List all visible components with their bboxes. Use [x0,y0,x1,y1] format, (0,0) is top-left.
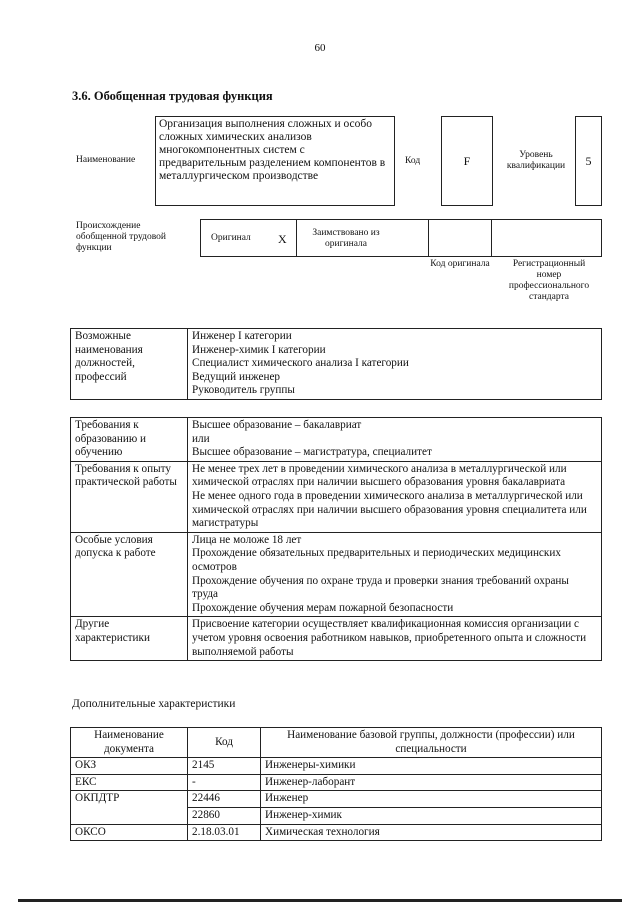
table-row [71,824,602,841]
origin-divider-2 [428,220,429,256]
list-item: Прохождение обучения мерам пожарной безопасности [192,601,454,614]
education-content [188,418,602,462]
cell-doc: ЕКС [71,774,188,791]
cell-code: - [188,774,261,791]
table-row [71,758,602,775]
list-item: Ведущий инженер [192,370,281,383]
admission-label: Особые условия допуска к работе [71,532,188,617]
cell-code: 22446 [188,791,261,808]
admission-content [188,532,602,617]
cell-name: Инженеры-химики [261,758,602,775]
borrowed-label: Заимствовано из оригинала [312,228,380,249]
list-item: Лица не моложе 18 лет [192,533,302,546]
origin-table [200,219,602,257]
list-item: Руководитель группы [192,384,295,397]
cell-doc: ОКСО [71,824,188,841]
table-row [71,617,602,661]
positions-table [70,328,602,400]
education-label: Требования к образованию и обучению [71,418,188,462]
other-label: Другие характеристики [71,617,188,661]
original-mark: X [278,232,287,246]
origin-divider-1 [296,220,297,256]
list-item: Присвоение категории осуществляет квалификационная комиссия организации с учетом уровня освоения работником навыков, приобретенного опыта и сложности выполняемой работы [192,618,587,658]
code-value: F [441,116,493,206]
positions-label: Возможные наименования должностей, профессий [71,329,188,400]
original-label: Оригинал [211,233,251,243]
function-name-text: Организация выполнения сложных и особо сложных химических анализов многокомпонентных систем с предварительным разделением компонентов в металлургическом производстве [159,118,386,182]
list-item: Инженер-химик I категории [192,343,326,356]
scan-edge-line [18,899,622,902]
cell-code: 22860 [188,807,261,824]
other-content [188,617,602,661]
experience-label: Требования к опыту практической работы [71,461,188,532]
cell-code: 2145 [188,758,261,775]
reg-number-caption: Регистрационный номер профессионального стандарта [508,259,590,302]
function-name-box [155,116,395,206]
list-item: Прохождение обязательных предварительных и периодических медицинских осмотров [192,547,561,573]
header-doc: Наименование документа [71,728,188,758]
header-code: Код [188,728,261,758]
list-item: Высшее образование – бакалавриат [192,419,362,431]
cell-name: Химическая технология [261,824,602,841]
requirements-table [70,417,602,661]
list-item: Не менее одного года в проведении химического анализа в металлургической или химической отраслях при наличии высшего образования уровня специалитета или магистратуры [192,489,587,530]
positions-list [188,329,602,400]
cell-code: 2.18.03.01 [188,824,261,841]
name-label: Наименование [76,155,136,165]
header-name: Наименование базовой группы, должности (профессии) или специальности [261,728,602,758]
section-title: 3.6. Обобщенная трудовая функция [72,89,273,103]
additional-title: Дополнительные характеристики [72,698,236,710]
cell-doc: ОКПДТР [71,791,188,824]
list-item: Высшее образование – магистратура, специалитет [192,446,432,459]
additional-table [70,727,602,841]
page-number: 60 [314,42,326,54]
cell-name: Инженер [261,791,602,808]
level-label: Уровень квалификации [506,150,566,171]
table-row [71,329,602,400]
level-value: 5 [575,116,602,206]
cell-name: Инженер-химик [261,807,602,824]
origin-label: Происхождение обобщенной трудовой функции [76,221,166,253]
cell-name: Инженер-лаборант [261,774,602,791]
origin-divider-3 [491,220,492,256]
cell-doc: ОКЗ [71,758,188,775]
list-item: или [192,432,210,445]
table-row [71,461,602,532]
table-row [71,532,602,617]
code-label: Код [405,156,421,166]
table-header-row [71,728,602,758]
original-code-caption: Код оригинала [430,259,490,269]
list-item: Специалист химического анализа I категории [192,357,409,370]
list-item: Прохождение обучения по охране труда и проверки знания требований охраны труда [192,574,569,601]
list-item: Инженер I категории [192,330,292,342]
list-item: Не менее трех лет в проведении химического анализа в металлургической или химической отраслях при наличии высшего образования уровня бакалавриата [192,462,567,489]
table-row [71,774,602,791]
table-row [71,791,602,808]
table-row [71,418,602,462]
experience-content [188,461,602,532]
